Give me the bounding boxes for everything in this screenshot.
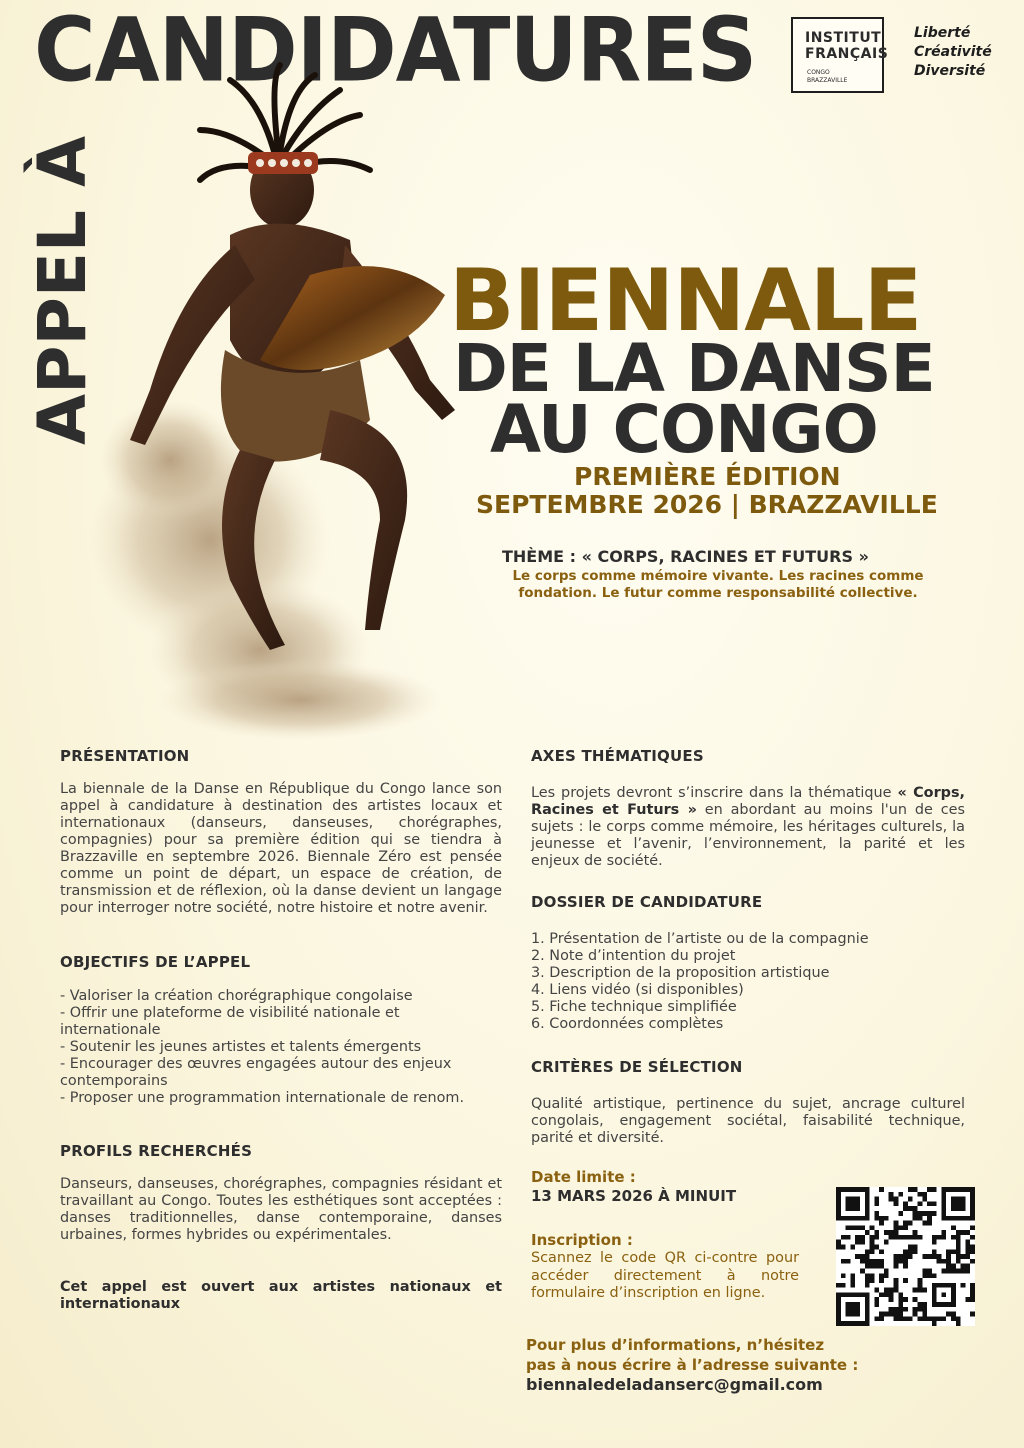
subtitle-date-place: SEPTEMBRE 2026 | BRAZZAVILLE xyxy=(476,490,938,519)
profils-note: Cet appel est ouvert aux artistes nationaux et internationaux xyxy=(60,1279,502,1312)
list-item: 3. Description de la proposition artistique xyxy=(531,965,830,981)
dancer-illustration xyxy=(60,60,480,740)
header-candidatures: CANDIDATURES xyxy=(34,0,757,102)
profils-text: Danseurs, danseuses, chorégraphes, compagnies résidant et travaillant au Congo. Toutes les esthétiques sont acceptées : danses traditionnelles, danse contemporaine, danses urbaines, formes hybrides ou expérimentales. xyxy=(60,1176,502,1243)
axes-text-after: en abordant au moins l'un de ces sujets : le corps comme mémoire, les héritages culturels, la jeunesse et l’avenir, l’environnement, la parité et les enjeux de société. xyxy=(531,802,965,869)
list-item: - Proposer une programmation internationale de renom. xyxy=(60,1090,465,1106)
list-item: 4. Liens vidéo (si disponibles) xyxy=(531,982,744,998)
axes-text-before: Les projets devront s’inscrire dans la thématique xyxy=(531,785,898,801)
motto-creativite: Créativité xyxy=(914,44,992,60)
list-item: - Soutenir les jeunes artistes et talents émergents xyxy=(60,1039,422,1055)
axes-heading: AXES THÉMATIQUES xyxy=(531,747,704,765)
qr-code[interactable] xyxy=(836,1187,975,1326)
header-appel-vertical: APPEL À xyxy=(24,135,101,445)
logo-line-1: INSTITUT xyxy=(805,30,882,46)
subtitle-edition: PREMIÈRE ÉDITION xyxy=(574,462,841,491)
axes-text-bold: « Corps, Racines et Futurs » xyxy=(531,785,966,818)
list-item: 1. Présentation de l’artiste ou de la compagnie xyxy=(531,931,869,947)
list-item: - Valoriser la création chorégraphique congolaise xyxy=(60,988,413,1004)
objectifs-heading: OBJECTIFS DE L’APPEL xyxy=(60,953,251,971)
title-de-la-danse: DE LA DANSE xyxy=(453,330,935,407)
contact-email[interactable]: biennaledeladanserc@gmail.com xyxy=(526,1375,823,1394)
logo-line-4: BRAZZAVILLE xyxy=(807,77,848,84)
contact-line-2: pas à nous écrire à l’adresse suivante : xyxy=(526,1356,859,1374)
list-item: - Offrir une plateforme de visibilité nationale et internationale xyxy=(60,1005,400,1038)
dossier-list xyxy=(531,931,965,1033)
qr-dino-icon xyxy=(889,1240,923,1274)
dossier-heading: DOSSIER DE CANDIDATURE xyxy=(531,893,763,911)
presentation-heading: PRÉSENTATION xyxy=(60,747,190,765)
inscription-text: Scannez le code QR ci-contre pour accéder directement à notre formulaire d’inscription en ligne. xyxy=(531,1250,799,1301)
theme-title: THÈME : « CORPS, RACINES ET FUTURS » xyxy=(502,547,869,566)
objectifs-list xyxy=(60,988,502,1107)
motto-liberte: Liberté xyxy=(914,25,971,41)
institut-francais-logo xyxy=(791,17,889,93)
list-item: - Encourager des œuvres engagées autour des enjeux contemporains xyxy=(60,1056,452,1089)
criteres-heading: CRITÈRES DE SÉLECTION xyxy=(531,1058,743,1076)
theme-description: Le corps comme mémoire vivante. Les racines comme fondation. Le futur comme responsabilité collective. xyxy=(512,568,924,601)
contact-line-1: Pour plus d’informations, n’hésitez xyxy=(526,1336,825,1354)
logo-line-2: FRANÇAIS xyxy=(805,46,889,62)
axes-text xyxy=(531,785,965,870)
inscription-label: Inscription : xyxy=(531,1231,633,1249)
list-item: 6. Coordonnées complètes xyxy=(531,1016,724,1032)
deadline-label: Date limite : xyxy=(531,1168,636,1186)
title-biennale: BIENNALE xyxy=(449,251,922,351)
list-item: 5. Fiche technique simplifiée xyxy=(531,999,737,1015)
motto-diversite: Diversité xyxy=(914,63,986,79)
deadline-value: 13 MARS 2026 À MINUIT xyxy=(531,1187,737,1205)
title-au-congo: AU CONGO xyxy=(490,391,878,468)
criteres-text: Qualité artistique, pertinence du sujet, ancrage culturel congolais, engagement sociétal, faisabilité technique, parité et diversité. xyxy=(531,1096,965,1146)
presentation-text: La biennale de la Danse en République du Congo lance son appel à candidature à destination des artistes locaux et internationaux (danseurs, danseuses, chorégraphes, compagnies) pour sa première édition qui se tiendra à Brazzaville en septembre 2026. Biennale Zéro est pensée comme un point de départ, un espace de création, de transmission et de réflexion, où la danse devient un langage pour interroger notre société, notre histoire et notre avenir. xyxy=(60,781,502,916)
list-item: 2. Note d’intention du projet xyxy=(531,948,736,964)
logo-line-3: CONGO xyxy=(807,69,830,76)
profils-heading: PROFILS RECHERCHÉS xyxy=(60,1142,253,1160)
logo-motto xyxy=(914,24,992,81)
